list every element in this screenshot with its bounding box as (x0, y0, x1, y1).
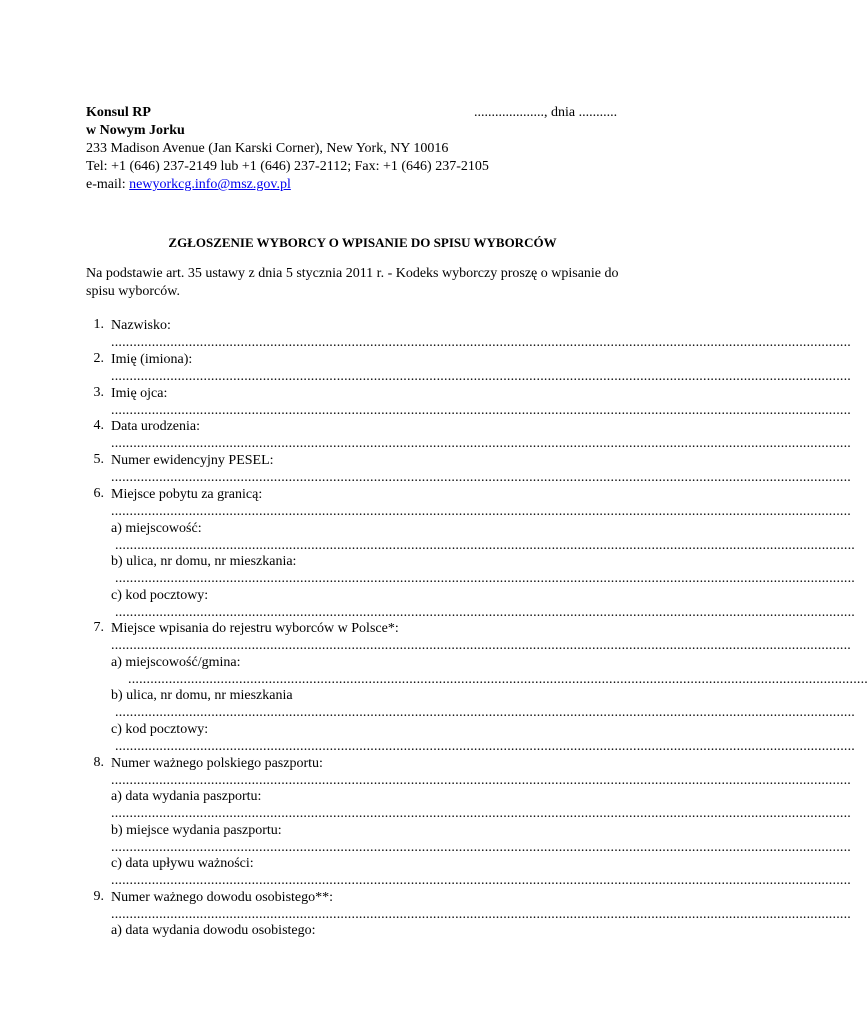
field-poland-postal-code[interactable]: ........................................................................................................................................................................................................ (115, 739, 855, 754)
label-id-card-number: Numer ważnego dowodu osobistego**: (111, 890, 334, 905)
consul-title: Konsul RP (86, 105, 151, 120)
field-id-card-number[interactable]: ........................................................................................................................................................................................................ (111, 907, 851, 922)
item-number: 5. (93, 452, 104, 467)
label-father-name: Imię ojca: (111, 386, 168, 401)
label-passport-issue-place: b) miejsce wydania paszportu: (111, 823, 282, 838)
email-link[interactable]: newyorkcg.info@msz.gov.pl (129, 177, 291, 192)
label-first-names: Imię (imiona): (111, 352, 193, 367)
field-birth-date[interactable]: ........................................................................................................................................................................................................ (111, 436, 851, 451)
field-passport-issue-date[interactable]: ........................................................................................................................................................................................................ (111, 806, 851, 821)
label-abroad-street: b) ulica, nr domu, nr mieszkania: (111, 554, 297, 569)
item-number: 9. (93, 889, 104, 904)
field-poland-register[interactable]: ........................................................................................................................................................................................................ (111, 638, 851, 653)
label-birth-date: Data urodzenia: (111, 419, 201, 434)
field-poland-street[interactable]: ........................................................................................................................................................................................................ (115, 705, 855, 720)
label-surname: Nazwisko: (111, 318, 171, 333)
label-poland-street: b) ulica, nr domu, nr mieszkania (111, 688, 293, 703)
intro-paragraph: Na podstawie art. 35 ustawy z dnia 5 stycznia 2011 r. - Kodeks wyborczy proszę o wpisanie do spisu wyborców. (86, 266, 619, 299)
field-abroad-city[interactable]: ........................................................................................................................................................................................................ (115, 538, 855, 553)
item-number: 1. (93, 317, 104, 332)
item-number: 7. (93, 620, 104, 635)
field-father-name[interactable]: ........................................................................................................................................................................................................ (111, 403, 851, 418)
label-id-card-issue-date: a) data wydania dowodu osobistego: (111, 923, 316, 938)
consul-email-line (86, 176, 489, 194)
label-passport-issue-date: a) data wydania paszportu: (111, 789, 262, 804)
label-residence-abroad: Miejsce pobytu za granicą: (111, 487, 263, 502)
field-abroad-street[interactable]: ........................................................................................................................................................................................................ (115, 571, 855, 586)
item-number: 6. (93, 486, 104, 501)
label-poland-postal-code: c) kod pocztowy: (111, 722, 209, 737)
field-residence-abroad[interactable]: ........................................................................................................................................................................................................ (111, 504, 851, 519)
email-prefix: e-mail: (86, 177, 130, 192)
item-number: 2. (93, 351, 104, 366)
label-pesel: Numer ewidencyjny PESEL: (111, 453, 274, 468)
label-abroad-postal-code: c) kod pocztowy: (111, 588, 209, 603)
label-passport-number: Numer ważnego polskiego paszportu: (111, 756, 323, 771)
item-number: 8. (93, 755, 104, 770)
field-pesel[interactable]: ........................................................................................................................................................................................................ (111, 470, 851, 485)
consulate-header (86, 104, 489, 194)
field-passport-number[interactable]: ........................................................................................................................................................................................................ (111, 773, 851, 788)
item-number: 4. (93, 418, 104, 433)
place-date-line: ...................., dnia ........... (474, 105, 618, 120)
field-passport-issue-place[interactable]: ........................................................................................................................................................................................................ (111, 840, 851, 855)
item-number: 3. (93, 385, 104, 400)
label-passport-expiry: c) data upływu ważności: (111, 856, 254, 871)
label-poland-register: Miejsce wpisania do rejestru wyborców w Polsce*: (111, 621, 399, 636)
field-abroad-postal-code[interactable]: ........................................................................................................................................................................................................ (115, 605, 855, 620)
field-surname[interactable]: ........................................................................................................................................................................................................ (111, 335, 851, 350)
form-title: ZGŁOSZENIE WYBORCY O WPISANIE DO SPISU WYBORCÓW (168, 235, 557, 250)
consul-phone: Tel: +1 (646) 237-2149 lub +1 (646) 237-2112; Fax: +1 (646) 237-2105 (86, 159, 489, 174)
label-abroad-city: a) miejscowość: (111, 521, 202, 536)
field-poland-municipality[interactable]: ........................................................................................................................................................................................................ (128, 672, 868, 687)
field-passport-expiry[interactable]: ........................................................................................................................................................................................................ (111, 873, 851, 888)
consul-location: w Nowym Jorku (86, 123, 185, 138)
label-poland-municipality: a) miejscowość/gmina: (111, 655, 241, 670)
field-first-names[interactable]: ........................................................................................................................................................................................................ (111, 369, 851, 384)
consul-address: 233 Madison Avenue (Jan Karski Corner), New York, NY 10016 (86, 141, 449, 156)
